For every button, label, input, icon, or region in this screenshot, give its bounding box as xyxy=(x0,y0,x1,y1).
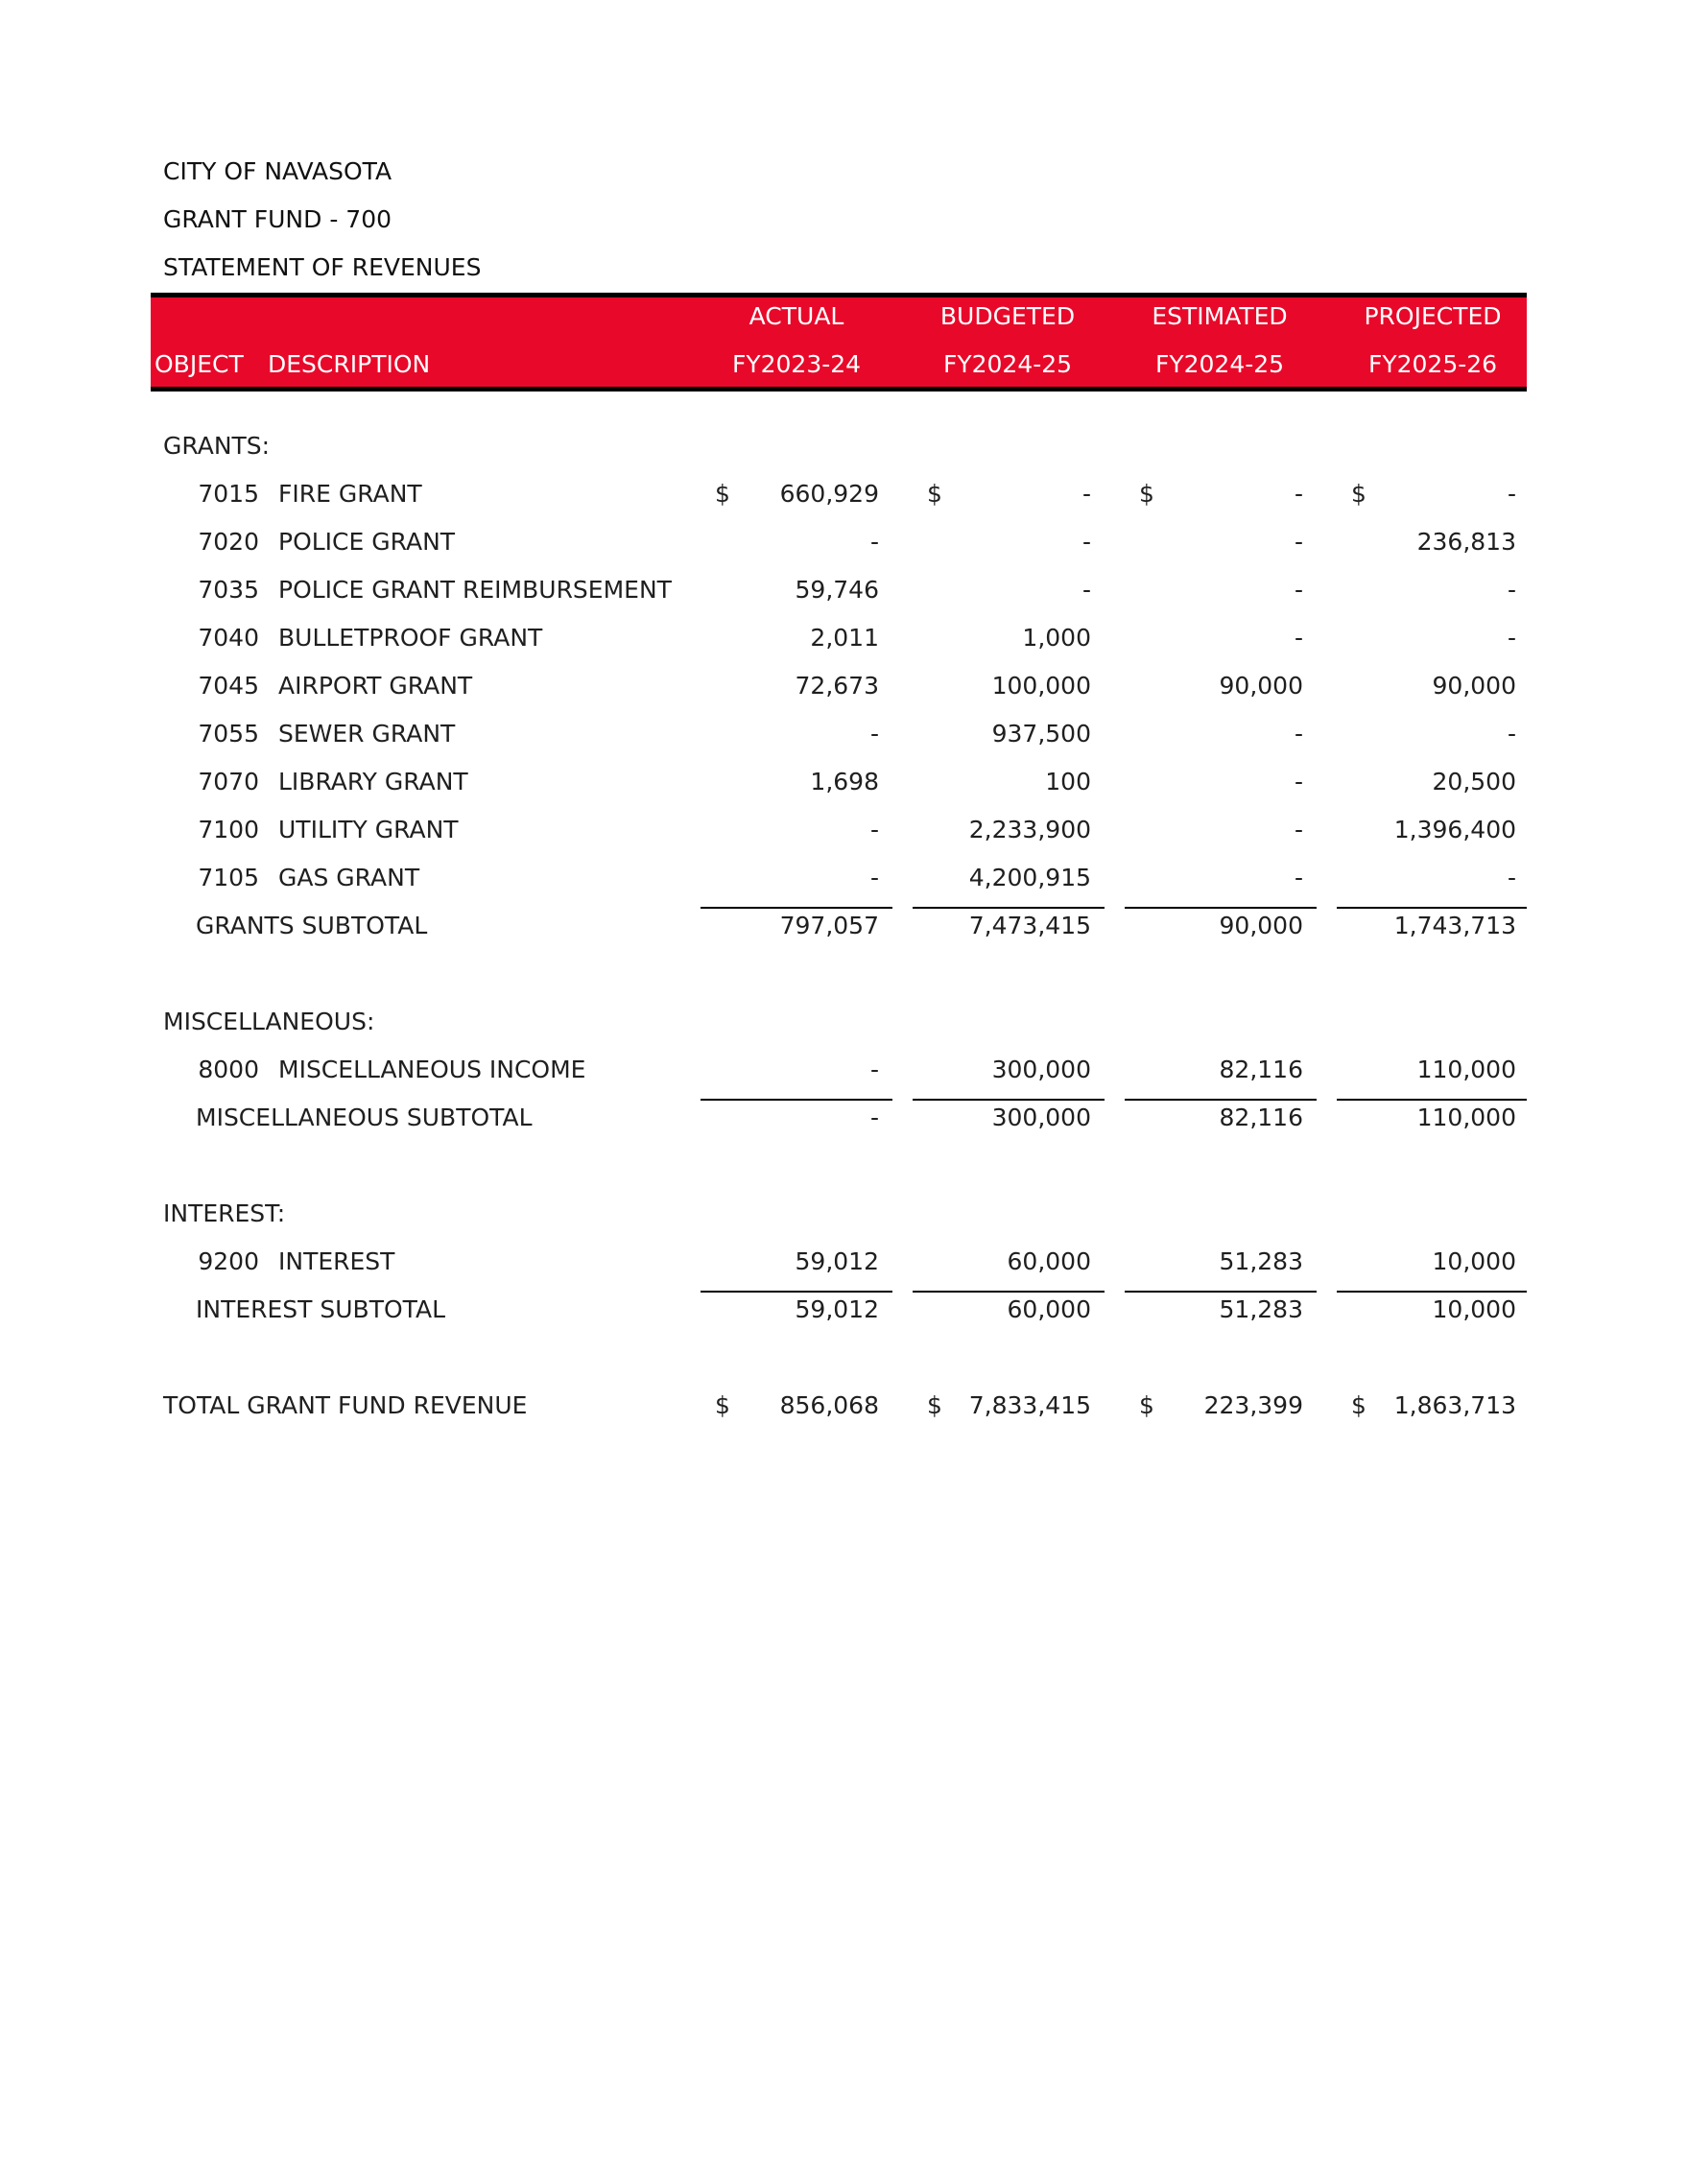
currency-symbol: $ xyxy=(715,480,730,508)
header-object: OBJECT xyxy=(154,350,244,378)
table-row xyxy=(0,523,1687,561)
value-estimated: - xyxy=(1294,816,1303,843)
value-actual: 59,746 xyxy=(795,576,879,604)
object-code: 7055 xyxy=(198,720,259,748)
object-code: 7015 xyxy=(198,480,259,508)
value-projected: 10,000 xyxy=(1432,1295,1516,1323)
total-row xyxy=(0,1387,1687,1425)
value-actual: 660,929 xyxy=(779,480,879,508)
value-projected: 110,000 xyxy=(1416,1056,1516,1083)
statement-title: STATEMENT OF REVENUES xyxy=(163,253,482,281)
value-projected: 1,863,713 xyxy=(1393,1391,1516,1419)
table-row xyxy=(0,1243,1687,1281)
value-projected: - xyxy=(1507,480,1516,508)
value-actual: - xyxy=(869,528,879,556)
table-header xyxy=(151,293,1527,392)
object-code: 9200 xyxy=(198,1247,259,1275)
fund-title: GRANT FUND - 700 xyxy=(163,205,392,233)
value-projected: 1,396,400 xyxy=(1393,816,1516,843)
table-row xyxy=(0,475,1687,513)
object-code: 7070 xyxy=(198,768,259,795)
row-description: GAS GRANT xyxy=(278,864,420,891)
value-projected: 110,000 xyxy=(1416,1104,1516,1131)
value-budgeted: 300,000 xyxy=(991,1104,1091,1131)
currency-symbol: $ xyxy=(927,1391,942,1419)
value-projected: 1,743,713 xyxy=(1393,912,1516,939)
header-actual: ACTUAL xyxy=(748,302,844,330)
value-budgeted: 1,000 xyxy=(1022,624,1091,652)
value-estimated: - xyxy=(1294,864,1303,891)
value-budgeted: 60,000 xyxy=(1007,1295,1091,1323)
value-projected: - xyxy=(1507,624,1516,652)
subtotal-label: MISCELLANEOUS SUBTOTAL xyxy=(196,1104,533,1131)
row-description: SEWER GRANT xyxy=(278,720,456,748)
header-budgeted: BUDGETED xyxy=(939,302,1076,330)
subtotal-label: INTEREST SUBTOTAL xyxy=(196,1295,446,1323)
value-budgeted: 4,200,915 xyxy=(968,864,1091,891)
value-estimated: - xyxy=(1294,480,1303,508)
value-estimated: 82,116 xyxy=(1219,1056,1303,1083)
value-estimated: 51,283 xyxy=(1219,1247,1303,1275)
value-projected: - xyxy=(1507,864,1516,891)
section-label: MISCELLANEOUS: xyxy=(163,1008,375,1035)
row-description: FIRE GRANT xyxy=(278,480,422,508)
value-actual: 59,012 xyxy=(795,1295,879,1323)
value-estimated: - xyxy=(1294,528,1303,556)
header-budgeted-year: FY2024-25 xyxy=(942,350,1073,378)
header-projected: PROJECTED xyxy=(1364,302,1502,330)
section-label-grants xyxy=(0,427,1687,465)
value-budgeted: 60,000 xyxy=(1007,1247,1091,1275)
value-actual: 72,673 xyxy=(795,672,879,700)
value-actual: 856,068 xyxy=(779,1391,879,1419)
value-projected: - xyxy=(1507,576,1516,604)
table-row xyxy=(0,859,1687,897)
row-description: AIRPORT GRANT xyxy=(278,672,473,700)
header-estimated-year: FY2024-25 xyxy=(1154,350,1285,378)
header-estimated: ESTIMATED xyxy=(1152,302,1288,330)
value-estimated: - xyxy=(1294,768,1303,795)
row-description: LIBRARY GRANT xyxy=(278,768,468,795)
value-actual: 2,011 xyxy=(810,624,879,652)
value-estimated: 90,000 xyxy=(1219,672,1303,700)
value-estimated: 51,283 xyxy=(1219,1295,1303,1323)
object-code: 7040 xyxy=(198,624,259,652)
table-row xyxy=(0,619,1687,657)
value-estimated: - xyxy=(1294,720,1303,748)
value-budgeted: - xyxy=(1081,480,1091,508)
header-projected-year: FY2025-26 xyxy=(1367,350,1498,378)
total-label: TOTAL GRANT FUND REVENUE xyxy=(163,1391,528,1419)
subtotal-label: GRANTS SUBTOTAL xyxy=(196,912,428,939)
value-estimated: 90,000 xyxy=(1219,912,1303,939)
table-row xyxy=(0,667,1687,705)
value-actual: - xyxy=(869,1056,879,1083)
value-actual: - xyxy=(869,720,879,748)
value-estimated: 223,399 xyxy=(1203,1391,1303,1419)
value-budgeted: 7,833,415 xyxy=(968,1391,1091,1419)
section-label-interest xyxy=(0,1195,1687,1233)
value-budgeted: 2,233,900 xyxy=(968,816,1091,843)
table-row xyxy=(0,571,1687,609)
currency-symbol: $ xyxy=(1139,1391,1154,1419)
section-label: INTEREST: xyxy=(163,1199,286,1227)
value-actual: - xyxy=(869,864,879,891)
currency-symbol: $ xyxy=(927,480,942,508)
value-budgeted: 937,500 xyxy=(991,720,1091,748)
value-actual: - xyxy=(869,1104,879,1131)
value-budgeted: 100,000 xyxy=(991,672,1091,700)
value-estimated: - xyxy=(1294,624,1303,652)
object-code: 8000 xyxy=(198,1056,259,1083)
subtotal-row-misc xyxy=(0,1099,1687,1137)
section-label-misc xyxy=(0,1003,1687,1041)
row-description: INTEREST xyxy=(278,1247,395,1275)
row-description: POLICE GRANT xyxy=(278,528,456,556)
value-projected: - xyxy=(1507,720,1516,748)
value-budgeted: 300,000 xyxy=(991,1056,1091,1083)
table-row xyxy=(0,763,1687,801)
value-budgeted: - xyxy=(1081,528,1091,556)
value-projected: 236,813 xyxy=(1416,528,1516,556)
value-estimated: - xyxy=(1294,576,1303,604)
row-description: UTILITY GRANT xyxy=(278,816,459,843)
object-code: 7020 xyxy=(198,528,259,556)
currency-symbol: $ xyxy=(715,1391,730,1419)
value-budgeted: 100 xyxy=(1045,768,1091,795)
currency-symbol: $ xyxy=(1139,480,1154,508)
table-row xyxy=(0,1051,1687,1089)
section-label: GRANTS: xyxy=(163,432,271,460)
row-description: POLICE GRANT REIMBURSEMENT xyxy=(278,576,672,604)
value-projected: 20,500 xyxy=(1432,768,1516,795)
object-code: 7045 xyxy=(198,672,259,700)
row-description: MISCELLANEOUS INCOME xyxy=(278,1056,586,1083)
value-actual: 59,012 xyxy=(795,1247,879,1275)
header-description: DESCRIPTION xyxy=(268,350,431,378)
object-code: 7105 xyxy=(198,864,259,891)
object-code: 7100 xyxy=(198,816,259,843)
header-actual-year: FY2023-24 xyxy=(731,350,862,378)
value-projected: 10,000 xyxy=(1432,1247,1516,1275)
value-budgeted: 7,473,415 xyxy=(968,912,1091,939)
currency-symbol: $ xyxy=(1351,480,1366,508)
row-description: BULLETPROOF GRANT xyxy=(278,624,543,652)
table-row xyxy=(0,811,1687,849)
value-projected: 90,000 xyxy=(1432,672,1516,700)
city-title: CITY OF NAVASOTA xyxy=(163,157,392,185)
subtotal-row-interest xyxy=(0,1291,1687,1329)
value-actual: 797,057 xyxy=(779,912,879,939)
table-row xyxy=(0,715,1687,753)
value-actual: 1,698 xyxy=(810,768,879,795)
currency-symbol: $ xyxy=(1351,1391,1366,1419)
value-budgeted: - xyxy=(1081,576,1091,604)
subtotal-row-grants xyxy=(0,907,1687,945)
value-actual: - xyxy=(869,816,879,843)
value-estimated: 82,116 xyxy=(1219,1104,1303,1131)
object-code: 7035 xyxy=(198,576,259,604)
